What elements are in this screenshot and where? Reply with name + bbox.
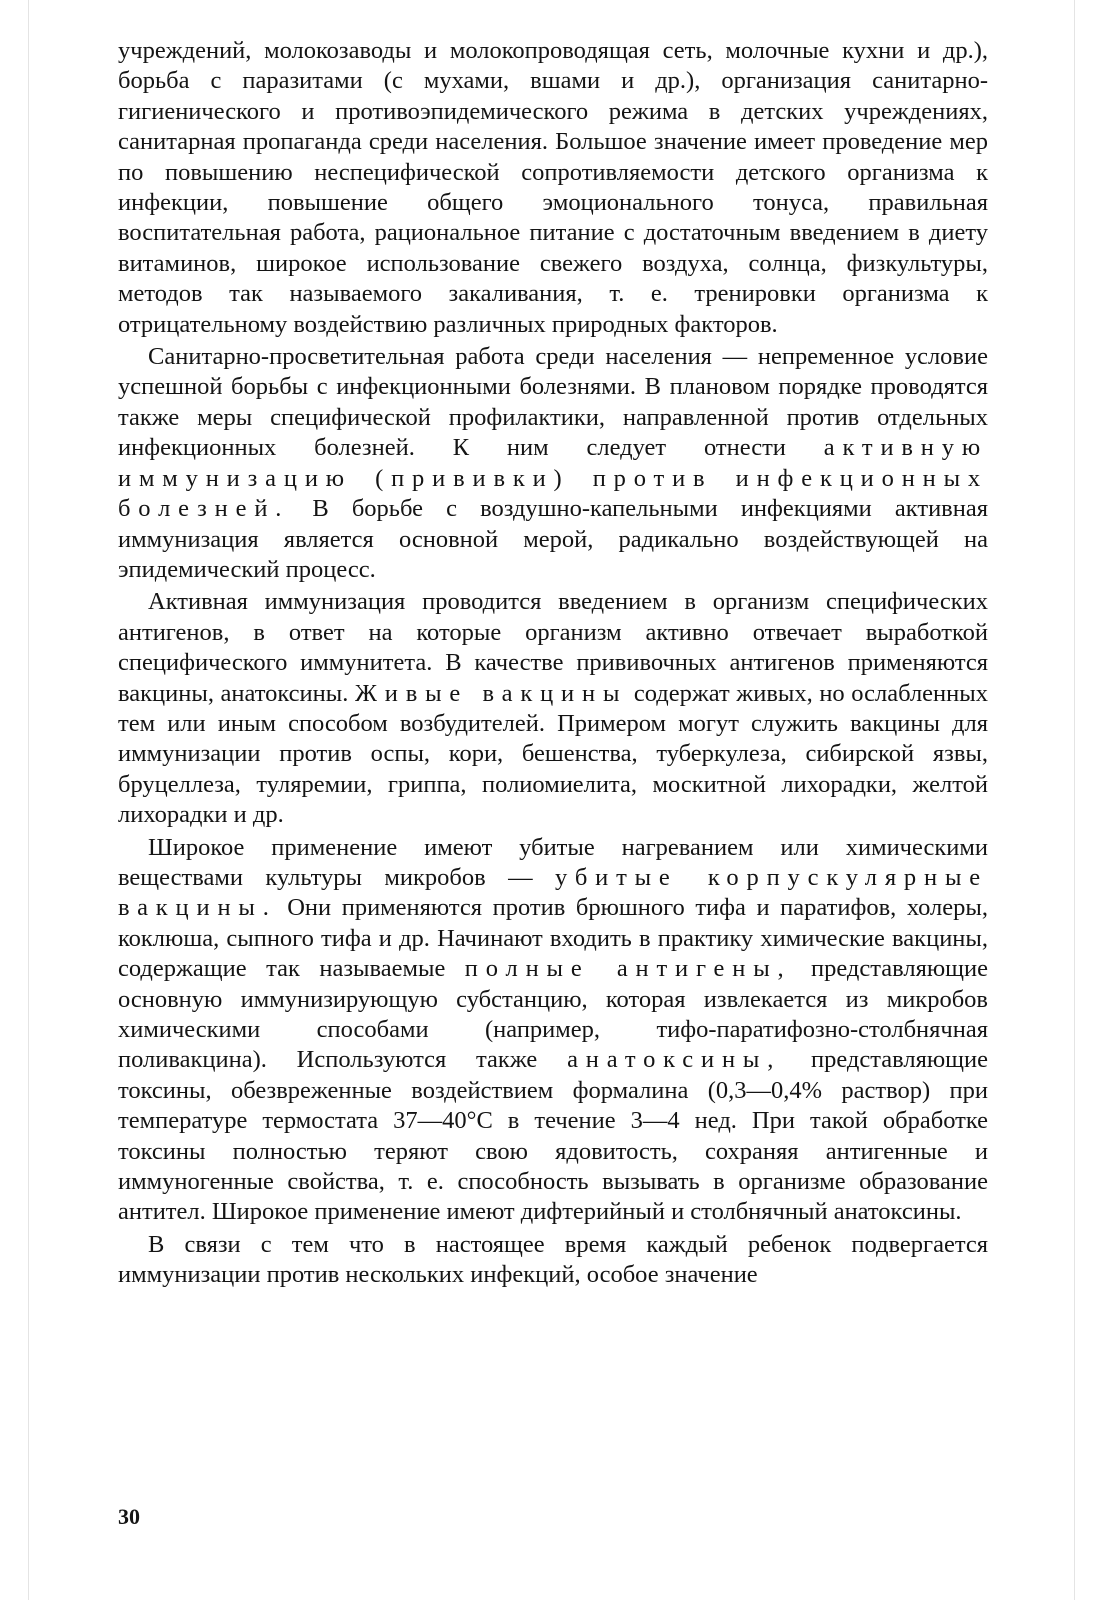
spaced-emphasis-anatoxins: анатоксины, [567,1046,782,1074]
paragraph-5 [118,1230,988,1291]
paragraph-3 [118,587,988,830]
spaced-emphasis-killed-vaccines: убитые корпускулярные вакцины. [118,863,988,922]
paragraph-3-text-b: содержат живых, но ослабленных тем или иным способом возбудителей. Примером могут служить вакцины для иммунизации против оспы, кори, бешенства, туберкулеза, сибирской язвы, бруцеллеза, туляремии, гриппа, полиомиелита, москитной лихорадки, желтой лихорадки и др. [118,679,988,829]
page-number: 30 [118,1504,140,1529]
spaced-emphasis-active-immunization: активную иммунизацию (прививки) против инфекционных болезней. [118,434,988,523]
paragraph-2-text-a: Санитарно-просветительная работа среди населения — непременное условие успешной борьбы с инфекционными болезнями. В плановом порядке проводятся также меры специфической профилактики, направленной против отдельных инфекционных болезней. К ним следует отнести [118,343,988,462]
paragraph-5-text: В связи с тем что в настоящее время каждый ребенок подвергается иммунизации против нескольких инфекций, особое значение [118,1230,988,1289]
paragraph-4 [118,833,988,1228]
page-edge-right [1074,0,1075,1600]
paragraph-1 [118,36,988,340]
body-text [118,36,988,1293]
paragraph-4-text-d: представляющие токсины, обезвреженные воздействием формалина (0,3—0,4% раствор) при температуре термостата 37—40°С в течение 3—4 нед. При такой обработке токсины полностью теряют свою ядовитость, сохраняя антигенные и иммуногенные свойства, т. е. способность вызывать в организме образование антител. Широкое применение имеют дифтерийный и столбнячный анатоксины. [118,1046,988,1226]
paragraph-2-text-b: В борьбе с воздушно-капельными инфекциями активная иммунизация является основной мерой, радикально воздействующей на эпидемический процесс. [118,495,988,583]
paragraph-3-text-a: Активная иммунизация проводится введением в организм специфических антигенов, в ответ на которые организм активно отвечает выработкой специфического иммунитета. В качестве прививочных антигенов применяются вакцины, анатоксины. [118,588,988,707]
paragraph-1-text: учреждений, молокозаводы и молокопроводящая сеть, молочные кухни и др.), борьба с паразитами (с мухами, вшами и др.), организация санитарно-гигиенического и противоэпидемического режима в детских учреждениях, санитарная пропаганда среди населения. Большое значение имеет проведение мер по повышению неспецифической сопротивляемости детского организма к инфекции, повышение общего эмоционального тонуса, правильная воспитательная работа, рациональное питание с достаточным введением в диету витаминов, широкое использование свежего воздуха, солнца, физкультуры, методов так называемого закаливания, т. е. тренировки организма к отрицательному воздействию различных природных факторов. [118,37,988,338]
spaced-emphasis-live-vaccines: Живые вакцины [354,679,628,707]
page-edge-left [28,0,29,1600]
paragraph-2 [118,342,988,585]
paragraph-4-text-b: Они применяются против брюшного тифа и паратифов, холеры, коклюша, сыпного тифа и др. Начинают входить в практику химические вакцины, содержащие так называемые [118,894,988,983]
spaced-emphasis-full-antigens: полные антигены, [464,955,792,983]
paragraph-4-text-c: представляющие основную иммунизирующую субстанцию, которая извлекается из микробов химическими способами (например, тифо-паратифозно-столбнячная поливакцина). Используются также [118,955,988,1074]
paragraph-4-text-a: Широкое применение имеют убитые нагреванием или химическими веществами культуры микробов — [118,833,988,891]
